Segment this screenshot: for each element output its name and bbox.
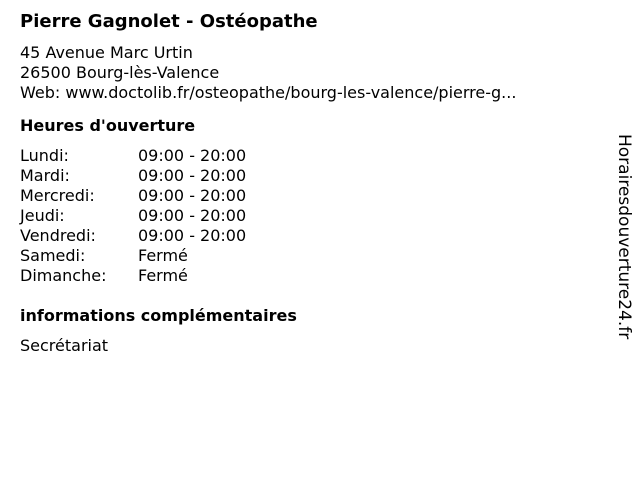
business-card (20, 9, 595, 356)
day-label: Dimanche: (20, 266, 107, 285)
address-block (20, 43, 595, 103)
hours-value: Fermé (138, 266, 188, 285)
hours-row-saturday (20, 246, 595, 266)
hours-row-monday (20, 146, 595, 166)
watermark-container (612, 134, 636, 374)
hours-value: 09:00 - 20:00 (138, 206, 247, 225)
day-label: Mardi: (20, 166, 70, 185)
hours-value: Fermé (138, 246, 188, 265)
address-city: 26500 Bourg-lès-Valence (20, 63, 220, 82)
day-label: Vendredi: (20, 226, 96, 245)
site-watermark: Horairesdouverture24.fr (614, 134, 634, 340)
hours-row-tuesday (20, 166, 595, 186)
day-label: Jeudi: (20, 206, 65, 225)
business-title: Pierre Gagnolet - Ostéopathe (20, 11, 318, 32)
hours-value: 09:00 - 20:00 (138, 166, 247, 185)
day-label: Samedi: (20, 246, 86, 265)
opening-hours-table (20, 146, 595, 286)
additional-info-text: Secrétariat (20, 336, 109, 355)
hours-value: 09:00 - 20:00 (138, 146, 247, 165)
address-street: 45 Avenue Marc Urtin (20, 43, 193, 62)
additional-info-heading: informations complémentaires (20, 306, 297, 325)
day-label: Mercredi: (20, 186, 95, 205)
opening-hours-heading: Heures d'ouverture (20, 116, 196, 135)
hours-value: 09:00 - 20:00 (138, 226, 247, 245)
hours-row-thursday (20, 206, 595, 226)
hours-value: 09:00 - 20:00 (138, 186, 247, 205)
hours-row-friday (20, 226, 595, 246)
day-label: Lundi: (20, 146, 69, 165)
hours-row-wednesday (20, 186, 595, 206)
hours-row-sunday (20, 266, 595, 286)
website-link[interactable]: Web: www.doctolib.fr/osteopathe/bourg-les-valence/pierre-g... (20, 83, 517, 102)
